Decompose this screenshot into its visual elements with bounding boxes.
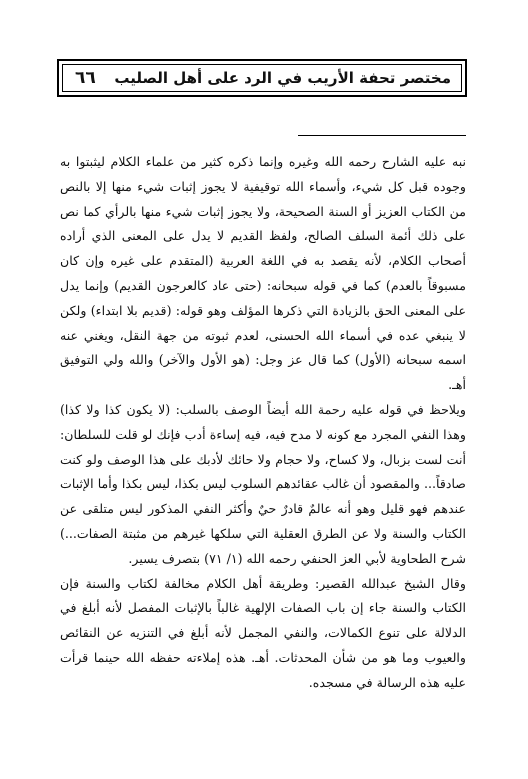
page-header-frame (57, 59, 467, 97)
paragraph-2: ويلاحظ في قوله عليه رحمة الله أيضاً الوصف بالسلب: (لا يكون كذا ولا كذا) وهذا النفي المجرد مع كونه لا مدح فيه، فيه إساءة أدب فإنك لو قلت للسلطان: أنت لست بزبال، ولا كساح، ولا حجام ولا حائك لأدبك على هذا الوصف ولو كنت صادقاً... والمقصود أن غالب عقائدهم السلوب ليس بكذا، ليس بكذا وأما الإثبات عندهم فهو قليل وهو أنه عالمٌ قادرٌ حيٌ وأكثر النفي المذكور ليس متلقى عن الكتاب والسنة ولا عن الطرق العقلية التي سلكها غيرهم من مثبتة الصفات...) شرح الطحاوية لأبي العز الحنفي رحمه الله (١/ ٧١) بتصرف يسير. (60, 401, 466, 566)
paragraph-3: وقال الشيخ عبدالله القصير: وطريقة أهل الكلام مخالفة لكتاب والسنة فإن الكتاب والسنة جاء إن باب الصفات الإلهية غالباً بالإثبات المفصل لأنه أبلغ في الدلالة على تنوع الكمالات، والنفي المجمل لأنه أبلغ في التنزيه عن النقائص والعيوب وما هو من شأن المحدثات. أهـ. هذه إملاءته حفظه الله حينما قرأت عليه هذه الرسالة في مسجده. (60, 575, 466, 690)
running-title: مختصر تحفة الأريب في الرد على أهل الصليب (114, 69, 451, 87)
paragraph-1: نبه عليه الشارح رحمه الله وغيره وإنما ذكره كثير من علماء الكلام ليثبتوا به وجوده قبل كل شيء، وأسماء الله توقيفية لا يجوز إثبات شيء منها إلا بالنص من الكتاب العزيز أو السنة الصحيحة، ولا يجوز إثبات شيء منها بالرأي كما نص على ذلك أئمة السلف الصالح، ولفظ القديم لا يدل على المعنى الذي أراده أصحاب الكلام، لأنه يقصد به في اللغة العربية (المتقدم على غيره وإن كان مسبوقاً بالعدم) كما في قوله سبحانه: (حتى عاد كالعرجون القديم) وإنما يدل على المعنى الحق بالزيادة التي ذكرها المؤلف وهو قوله: (قديم بلا ابتداء) ولكن لا ينبغي عده في أسماء الله الحسنى، لعدم ثبوته من جهة النقل، ويغني عنه اسمه سبحانه (الأول) كما قال عز وجل: (هو الأول والآخر) والله ولي التوفيق أهـ. (60, 154, 466, 393)
footnote-text (60, 150, 466, 696)
page-number: ٦٦ (75, 68, 96, 88)
page-header (62, 64, 462, 92)
footnote-separator-rule (298, 135, 466, 136)
